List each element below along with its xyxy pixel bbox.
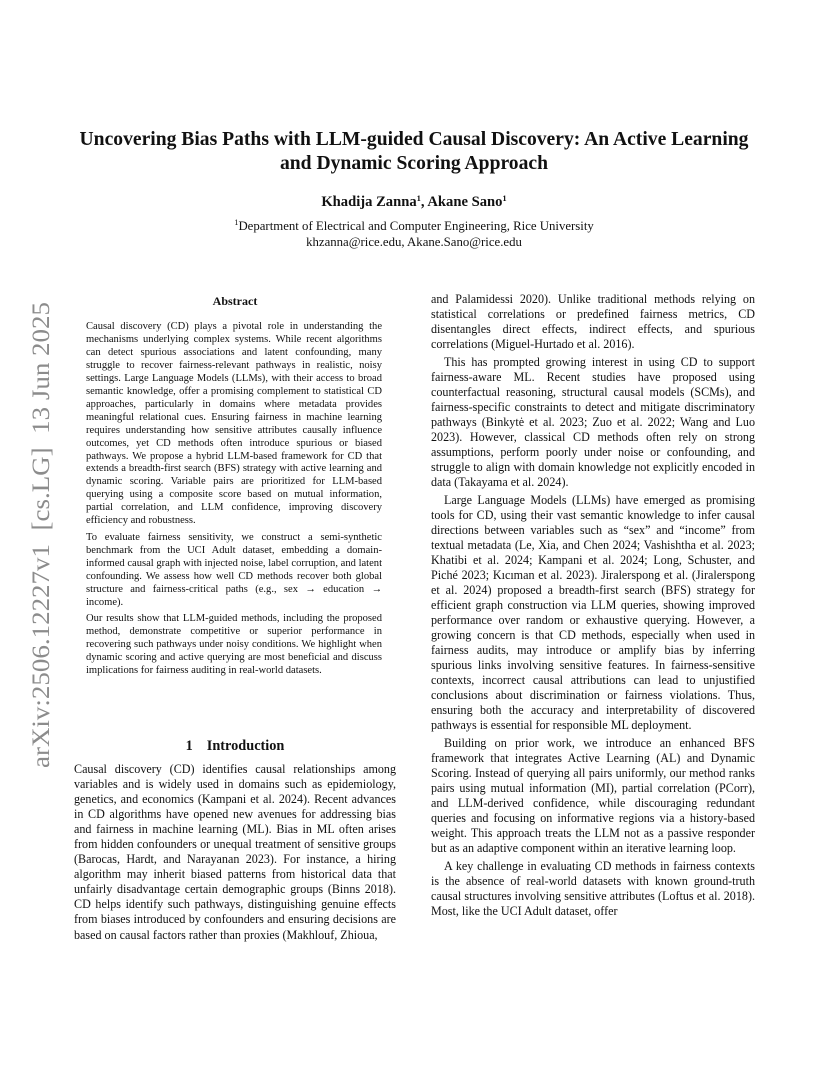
body-paragraph: and Palamidessi 2020). Unlike traditional methods relying on statistical correlations or predefined fairness metrics, CD disentangles direct effects, indirect effects, and spurious correlations (Miguel-Hurtado et al. 2016). <box>431 292 755 352</box>
author-affiliation-mark: 1 <box>502 193 507 203</box>
title-line-2: and Dynamic Scoring Approach <box>279 153 548 174</box>
body-paragraph: A key challenge in evaluating CD methods in fairness contexts is the absence of real-world datasets with known ground-truth causal structures involving sensitive attributes (Loftus et al. 2018). Most, like the UCI Adult dataset, offer <box>431 858 755 918</box>
left-column-text <box>74 762 396 943</box>
arxiv-stamp-svg <box>22 300 58 770</box>
body-paragraph: Causal discovery (CD) identifies causal relationships among variables and is widely used in domains such as epidemiology, genetics, and economics (Kampani et al. 2024). Recent advances in CD algorithms have opened new avenues for addressing bias and fairness in machine learning (ML). Bias in ML often arises from hidden confounders or unequal treatment of sensitive groups (Barocas, Hardt, and Narayanan 2023). For instance, a hiring algorithm may inherit biased patterns from historical data that unfairly disadvantage certain demographic groups (Binns 2018). CD helps identify such pathways, distinguishing genuine effects from biases introduced by confounders and ensuring decisions are based on causal factors rather than proxies (Makhlouf, Zhioua, <box>74 762 396 942</box>
paper-title <box>60 128 768 176</box>
abstract-paragraph: Causal discovery (CD) plays a pivotal role in understanding the mechanisms underlying complex systems. While recent algorithms can detect spurious associations and latent confounding, many struggle to recover fairness-relevant pathways in realistic, noisy settings. Large Language Models (LLMs), with their access to broad semantic knowledge, offer a promising complement to statistical CD approaches, particularly in domains where metadata provides meaningful relational cues. Ensuring fairness in machine learning requires understanding how sensitive attributes causally influence outcomes, yet CD methods often introduce spurious or biased pathways. We propose a hybrid LLM-based framework for CD that extends a breadth-first search (BFS) strategy with active learning and dynamic scoring. Variable pairs are prioritized for LLM-based querying using a composite score based on mutual information, partial correlation, and LLM confidence, improving discovery efficiency and robustness. <box>86 321 382 527</box>
body-paragraph: Large Language Models (LLMs) have emerged as promising tools for CD, using their vast semantic knowledge to infer causal directions between variables such as “sex” and “income” from textual metadata (Le, Xia, and Chen 2024; Vashishtha et al. 2023; Khatibi et al. 2024; Kampani et al. 2024; Long, Schuster, and Piché 2023; Kıcıman et al. 2023). Jiralerspong et al. (Jiralerspong et al. 2024) proposed a breadth-first search (BFS) strategy for efficient graph construction via LLM queries, showing improved performance over random or exhaustive querying. However, a growing concern is that CD methods, especially when used in fairness audits, may introduce or amplify bias by inferring spurious links involving sensitive features. In fairness-sensitive contexts, incorrect causal attributions can lead to unjustified conclusions about discrimination or fairness violations. Thus, ensuring both the accuracy and interpretability of discovered pathways is essential for responsible ML deployment. <box>431 492 755 733</box>
abstract-body <box>86 321 382 681</box>
arxiv-identifier-stamp <box>22 300 58 770</box>
author-affiliation-mark: 1 <box>416 193 421 203</box>
abstract-paragraph: To evaluate fairness sensitivity, we construct a semi-synthetic benchmark from the UCI Adult dataset, embedding a domain-informed causal graph with injected noise, label corruption, and latent confounding. We assess how well CD methods recover both global structure and fairness-critical paths (e.g., sex → education → income). <box>86 531 382 608</box>
affiliation-department: Department of Electrical and Computer Engineering, Rice University <box>238 219 594 233</box>
section-heading-introduction <box>74 738 396 755</box>
author-name: Khadija Zanna <box>321 194 417 210</box>
right-column-text <box>431 292 755 919</box>
author-list <box>60 193 768 211</box>
section-number: 1 <box>185 738 193 754</box>
author-name: Akane Sano <box>427 194 503 210</box>
arxiv-id-text: arXiv:2506.12227v1 [cs.LG] 13 Jun 2025 <box>28 336 55 768</box>
section-title: Introduction <box>206 738 285 754</box>
affiliation-block <box>60 219 768 251</box>
abstract-heading: Abstract <box>212 294 258 308</box>
abstract-paragraph: Our results show that LLM-guided methods, including the proposed method, demonstrate competitive or superior performance in recovering such pathways under noisy conditions. We highlight when dynamic scoring and active querying are most beneficial and discuss implications for fairness auditing in real-world datasets. <box>86 612 382 676</box>
author-separator: , <box>420 194 428 210</box>
body-paragraph: Building on prior work, we introduce an enhanced BFS framework that integrates Active Learning (AL) and Dynamic Scoring. Instead of querying all pairs uniformly, our method ranks pairs using mutual information (MI), partial correlation (PCorr), and LLM-derived confidence, while discouraging redundant queries and focusing on informative regions via a history-based weight. This approach treats the LLM not as a passive responder but as an adaptive component within an iterative learning loop. <box>431 735 755 856</box>
author-emails: khzanna@rice.edu, Akane.Sano@rice.edu <box>306 234 522 249</box>
affiliation-mark: 1 <box>234 217 239 227</box>
title-line-1: Uncovering Bias Paths with LLM-guided Causal Discovery: An Active Learning <box>79 129 749 150</box>
body-paragraph: This has prompted growing interest in using CD to support fairness-aware ML. Recent studies have proposed using counterfactual reasoning, structural causal models (SCMs), and fairness-specific constraints to detect and mitigate discriminatory pathways (Binkytė et al. 2023; Zuo et al. 2022; Wang and Luo 2023). However, classical CD methods often rely on strong assumptions, perform poorly under noise or confounding, and struggle to align with domain knowledge not explicitly encoded in data (Takayama et al. 2024). <box>431 354 755 490</box>
